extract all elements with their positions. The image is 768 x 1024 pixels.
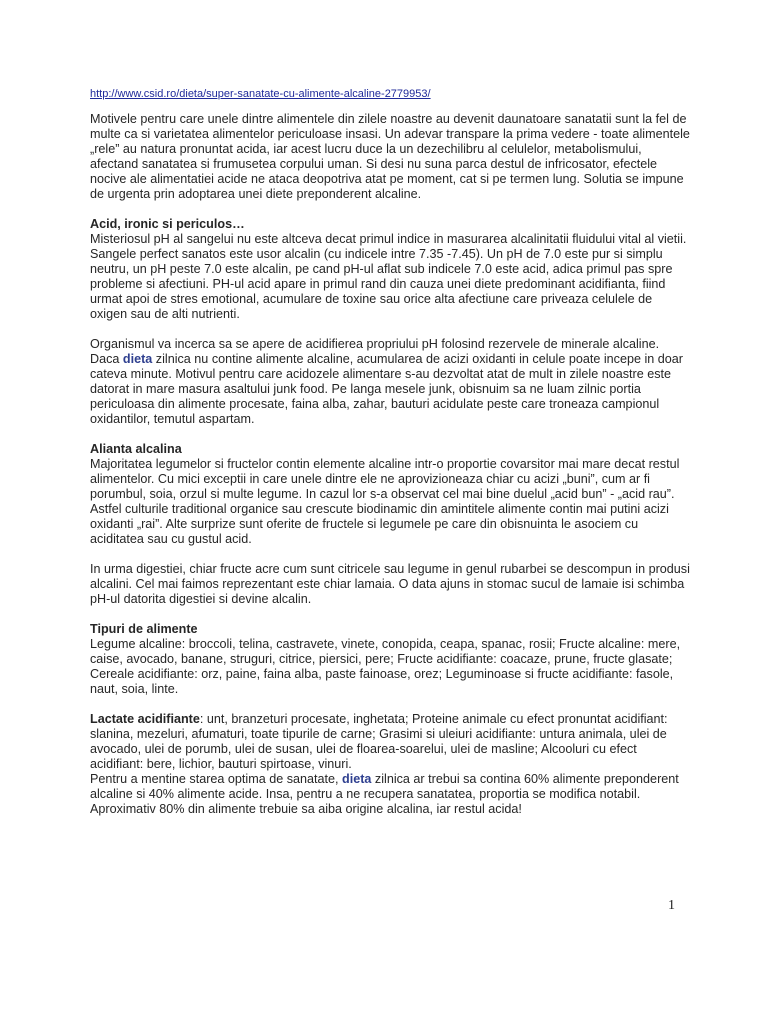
section-heading: Alianta alcalina bbox=[90, 442, 182, 456]
section-acid bbox=[90, 217, 690, 322]
paragraph-organism bbox=[90, 337, 690, 427]
paragraph-proportie bbox=[90, 772, 690, 817]
text-run: zilnica ar trebui sa contina 60% alimente preponderent alcaline si 40% alimente acide. Insa, pentru a ne recupera sanatatea, proportia se modifica notabil. Aproximativ 80% din alimente trebuie sa aiba origine alcalina, iar restul acida! bbox=[90, 772, 679, 816]
paragraph-lactate bbox=[90, 712, 690, 772]
section-alianta bbox=[90, 442, 690, 547]
text-run: Organismul va incerca sa se apere de acidifierea propriului pH folosind rezervele de minerale alcaline. Daca bbox=[90, 337, 660, 366]
source-link[interactable]: http://www.csid.ro/dieta/super-sanatate-cu-alimente-alcaline-2779953/ bbox=[90, 88, 431, 100]
section-heading: Acid, ironic si periculos… bbox=[90, 217, 245, 231]
section-tipuri bbox=[90, 622, 690, 697]
section-text: Majoritatea legumelor si fructelor contin elemente alcaline intr-o proportie covarsitor mai mare decat restul alimentelor. Cu mici exceptii in care unele dintre ele ne aprovizioneaza chiar cu acizi „buni”, cum ar fi porumbul, soia, orzul si multe legume. In cazul lor s-a observat cel mai bine duelul „acid bun” - „acid rau”. Astfel culturile traditional organice sau crescute biodinamic din amintitele alimente contin mai putini acizi oxidanti „rai”. Alte surprize sunt oferite de fructele si legumele pe care din obisnuinta le asociem cu aciditatea sau cu gustul acid. bbox=[90, 457, 680, 546]
text-run: Pentru a mentine starea optima de sanatate, bbox=[90, 772, 343, 786]
lactate-label: Lactate acidifiante bbox=[90, 712, 200, 726]
dieta-link[interactable]: dieta bbox=[342, 772, 372, 786]
section-text: Misteriosul pH al sangelui nu este altceva decat primul indice in masurarea alcalinitatii fluidului vital al vietii. Sangele perfect sanatos este usor alcalin (cu indicele intre 7.35 -7.45). Un pH de 7.0 este pur si simplu neutru, un pH peste 7.0 este alcalin, pe cand pH-ul aflat sub indicele 7.0 este acid, adica primul pas spre probleme si afectiuni. PH-ul acid apare in primul rand din cauza unei diete predominant acidifianta, fiind urmat apoi de stres emotional, acumulare de toxine sau orice alta afectiune care priveaza celulele de oxigen sau de alti nutrienti. bbox=[90, 232, 687, 321]
document-body bbox=[90, 88, 690, 832]
paragraph-digestie: In urma digestiei, chiar fructe acre cum sunt citricele sau legume in genul rubarbei se descompun in produsi alcalini. Cel mai faimos reprezentant este chiar lamaia. O data ajuns in stomac sucul de lamaie isi schimba pH-ul datorita digestiei si devine alcalin. bbox=[90, 562, 690, 606]
section-text: Legume alcaline: broccoli, telina, castravete, vinete, conopida, ceapa, spanac, rosii; Fructe alcaline: mere, caise, avocado, banane, struguri, citrice, piersici, pere; Fructe acidifiante: coacaze, prune, fructe glasate; Cereale acidifiante: orz, paine, faina alba, paste fainoase, orez; Leguminoase si fructe acidifiante: fasole, naut, soia, linte. bbox=[90, 637, 681, 696]
dieta-link[interactable]: dieta bbox=[122, 352, 153, 366]
section-heading: Tipuri de alimente bbox=[90, 622, 198, 636]
page-number: 1 bbox=[668, 898, 675, 913]
text-run: zilnica nu contine alimente alcaline, acumularea de acizi oxidanti in celule poate incepe in doar cateva minute. Motivul pentru care acidozele alimentare s-au dezvoltat atat de mult in zilele noastre este datorat in mare masura asaltului junk food. Pe langa mesele junk, obisnuim sa ne luam zilnic portia periculoasa din alimente procesate, faina alba, zahar, bauturi acidulate peste care troneaza campionul oxidantilor, temutul aspartam. bbox=[90, 352, 683, 426]
intro-paragraph: Motivele pentru care unele dintre alimentele din zilele noastre au devenit daunatoare sanatatii sunt la fel de multe ca si varietatea alimentelor periculoase insasi. Un adevar transpare la prima vedere - toate alimentele „rele” au natura pronuntat acida, iar acest lucru duce la un dezechilibru al celulelor, metabolismului, afectand sanatatea si frumusetea corpului uman. Si desi nu suna parca destul de infricosator, efectele nocive ale alimentatiei acide ne ataca deopotriva atat pe moment, cat si pe termen lung. Solutia se impune de urgenta prin adoptarea unei diete preponderent alcaline. bbox=[90, 112, 690, 201]
text-run: : unt, branzeturi procesate, inghetata; Proteine animale cu efect pronuntat acidifiant: slanina, mezeluri, afumaturi, toate tipurile de carne; Grasimi si uleiuri acidifiante: untura animala, ulei de avocado, ulei de porumb, ulei de susan, ulei de floarea-soarelui, ulei de masline; Alcooluri cu efect acidifiant: bere, lichior, bauturi spirtoase, vinuri. bbox=[90, 712, 668, 771]
